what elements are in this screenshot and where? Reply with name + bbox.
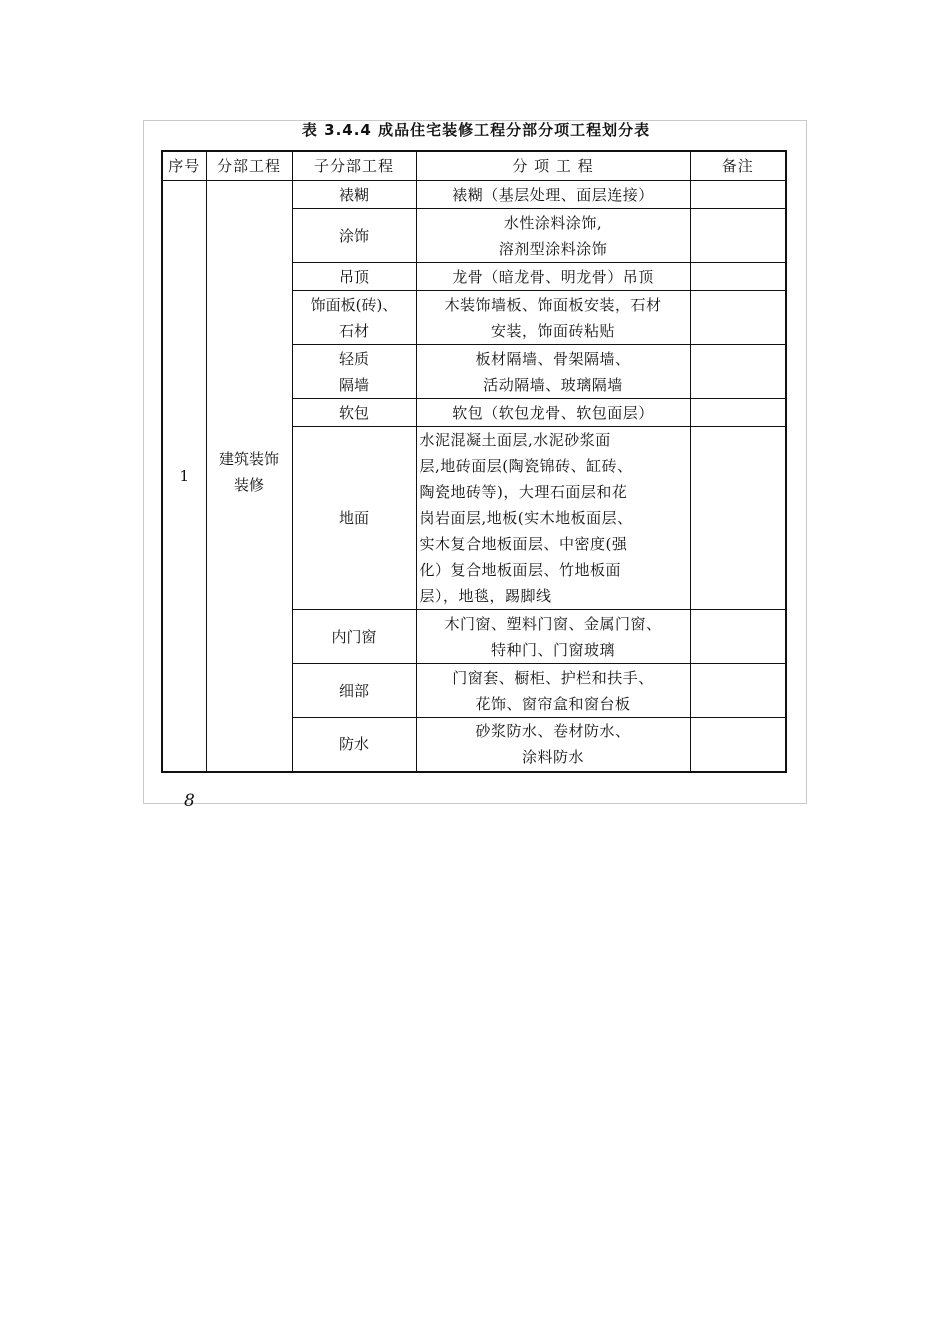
subdivision-cell: 轻质 隔墙 [292,345,416,399]
division-table [161,150,787,773]
header-row [162,151,786,181]
items-cell: 板材隔墙、骨架隔墙、 活动隔墙、玻璃隔墙 [416,345,690,399]
items-cell: 木装饰墙板、饰面板安装，石材 安装，饰面砖粘贴 [416,291,690,345]
remarks-cell [690,181,786,209]
subdivision-cell: 裱糊 [292,181,416,209]
header-subdivision: 子分部工程 [292,151,416,181]
table-caption: 表 3.4.4 成品住宅装修工程分部分项工程划分表 [301,121,651,139]
remarks-cell [690,427,786,610]
subdivision-cell: 软包 [292,399,416,427]
items-cell: 门窗套、橱柜、护栏和扶手、 花饰、窗帘盒和窗台板 [416,664,690,718]
page-number: 8 [184,791,195,811]
remarks-cell [690,718,786,772]
subdivision-cell: 内门窗 [292,610,416,664]
scanned-page [143,120,807,811]
remarks-cell [690,610,786,664]
remarks-cell [690,209,786,263]
remarks-cell [690,291,786,345]
subdivision-cell: 吊顶 [292,263,416,291]
items-cell: 水性涂料涂饰, 溶剂型涂料涂饰 [416,209,690,263]
table-row [162,181,786,209]
division-cell: 建筑装饰 装修 [206,181,292,772]
remarks-cell [690,263,786,291]
items-cell: 水泥混凝土面层,水泥砂浆面 层,地砖面层(陶瓷锦砖、缸砖、 陶瓷地砖等)，大理石面层和花 岗岩面层,地板(实木地板面层、 实木复合地板面层、中密度(强 化）复合地板面层、竹地板面 层），地毯，踢脚线 [416,427,690,610]
remarks-cell [690,664,786,718]
subdivision-cell: 防水 [292,718,416,772]
seq-cell: 1 [162,181,206,772]
subdivision-cell: 细部 [292,664,416,718]
items-cell: 砂浆防水、卷材防水、 涂料防水 [416,718,690,772]
items-cell: 龙骨（暗龙骨、明龙骨）吊顶 [416,263,690,291]
subdivision-cell: 地面 [292,427,416,610]
header-items: 分 项 工 程 [416,151,690,181]
items-cell: 木门窗、塑料门窗、金属门窗、 特种门、门窗玻璃 [416,610,690,664]
subdivision-cell: 饰面板(砖)、 石材 [292,291,416,345]
subdivision-cell: 涂饰 [292,209,416,263]
items-cell: 裱糊（基层处理、面层连接） [416,181,690,209]
header-seq: 序号 [162,151,206,181]
header-remarks: 备注 [690,151,786,181]
remarks-cell [690,345,786,399]
items-cell: 软包（软包龙骨、软包面层） [416,399,690,427]
remarks-cell [690,399,786,427]
header-division: 分部工程 [206,151,292,181]
